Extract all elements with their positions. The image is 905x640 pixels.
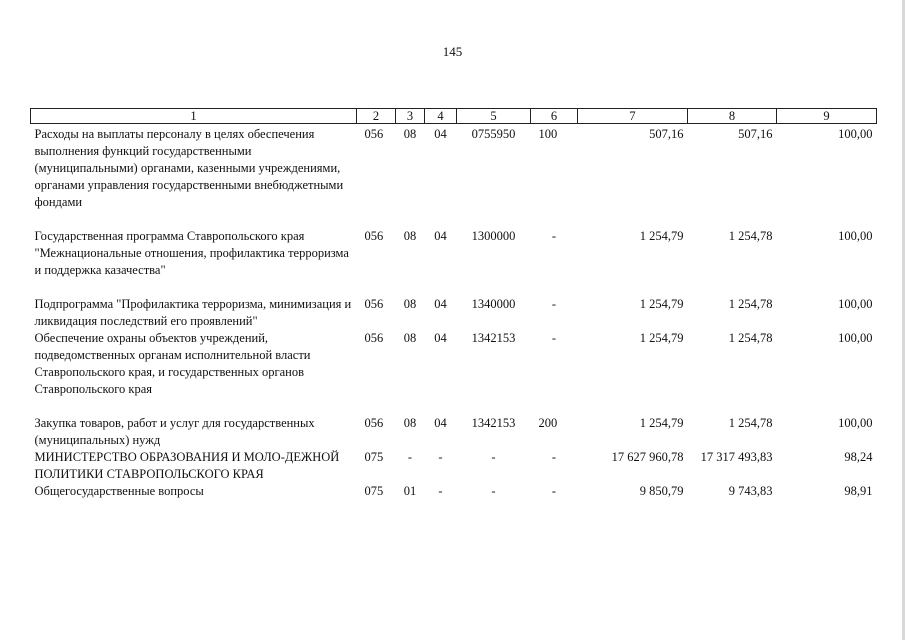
row-description: МИНИСТЕРСТВО ОБРАЗОВАНИЯ И МОЛО-ДЕЖНОЙ ПОЛИТИКИ СТАВРОПОЛЬСКОГО КРАЯ	[34, 450, 340, 481]
cell-planned: 1 254,79	[639, 229, 684, 243]
cell-subsection: -	[438, 450, 443, 464]
cell-planned: 9 850,79	[639, 484, 684, 498]
header-cell: 9	[777, 109, 877, 124]
cell-target-article: -	[491, 450, 496, 464]
budget-table	[30, 108, 877, 500]
cell-section: 08	[403, 229, 417, 243]
header-cell: 2	[357, 109, 396, 124]
cell-subsection: 04	[434, 297, 447, 311]
table-row	[31, 483, 877, 500]
table-row	[31, 228, 877, 296]
cell-ministry-code: 075	[364, 484, 384, 498]
cell-target-article: 1342153	[471, 416, 516, 430]
cell-subsection: -	[438, 484, 443, 498]
cell-target-article: 1340000	[471, 297, 516, 311]
cell-executed: 1 254,78	[728, 229, 773, 243]
cell-percent: 98,24	[844, 450, 873, 464]
cell-target-article: -	[491, 484, 496, 498]
header-cell: 5	[457, 109, 531, 124]
cell-expense-type: -	[551, 484, 557, 498]
cell-target-article: 1342153	[471, 331, 516, 345]
table-row	[31, 296, 877, 330]
cell-percent: 100,00	[838, 229, 873, 243]
cell-section: 08	[403, 331, 417, 345]
cell-ministry-code: 075	[364, 450, 384, 464]
cell-percent: 98,91	[844, 484, 873, 498]
cell-percent: 100,00	[838, 127, 873, 141]
table-row	[31, 415, 877, 449]
table-row	[31, 124, 877, 229]
header-cell: 6	[531, 109, 578, 124]
cell-section: 08	[403, 416, 417, 430]
cell-expense-type: -	[551, 450, 557, 464]
row-description: Подпрограмма "Профилактика терроризма, минимизация и ликвидация последствий его проявлений"	[34, 297, 352, 328]
table-row	[31, 449, 877, 483]
cell-expense-type: -	[551, 331, 557, 345]
cell-executed: 9 743,83	[728, 484, 773, 498]
cell-planned: 1 254,79	[639, 331, 684, 345]
row-description: Закупка товаров, работ и услуг для государственных (муниципальных) нужд	[34, 416, 315, 447]
cell-ministry-code: 056	[364, 416, 384, 430]
cell-planned: 1 254,79	[639, 297, 684, 311]
cell-target-article: 1300000	[471, 229, 516, 243]
cell-expense-type: 200	[538, 416, 558, 430]
cell-planned: 507,16	[649, 127, 684, 141]
cell-executed: 1 254,78	[728, 331, 773, 345]
cell-percent: 100,00	[838, 416, 873, 430]
cell-expense-type: -	[551, 297, 557, 311]
cell-expense-type: -	[551, 229, 557, 243]
table-row	[31, 330, 877, 415]
cell-subsection: 04	[434, 331, 447, 345]
cell-planned: 17 627 960,78	[611, 450, 684, 464]
cell-ministry-code: 056	[364, 229, 384, 243]
header-cell: 8	[688, 109, 777, 124]
page-number: 145	[442, 44, 463, 59]
row-description: Общегосударственные вопросы	[34, 484, 204, 498]
header-cell: 7	[578, 109, 688, 124]
cell-subsection: 04	[434, 416, 447, 430]
cell-subsection: 04	[434, 127, 447, 141]
header-cell: 1	[31, 109, 357, 124]
cell-ministry-code: 056	[364, 297, 384, 311]
cell-executed: 507,16	[738, 127, 773, 141]
cell-expense-type: 100	[538, 127, 558, 141]
cell-ministry-code: 056	[364, 127, 384, 141]
cell-section: -	[407, 450, 413, 464]
cell-executed: 1 254,78	[728, 416, 773, 430]
cell-executed: 17 317 493,83	[700, 450, 773, 464]
cell-percent: 100,00	[838, 331, 873, 345]
cell-subsection: 04	[434, 229, 447, 243]
cell-planned: 1 254,79	[639, 416, 684, 430]
cell-section: 08	[403, 127, 417, 141]
cell-ministry-code: 056	[364, 331, 384, 345]
cell-section: 01	[403, 484, 417, 498]
cell-target-article: 0755950	[471, 127, 516, 141]
header-cell: 3	[396, 109, 425, 124]
row-description: Государственная программа Ставропольского края "Межнациональные отношения, профилактика терроризма и поддержка казачества"	[34, 229, 349, 277]
header-row	[31, 109, 877, 124]
cell-executed: 1 254,78	[728, 297, 773, 311]
cell-section: 08	[403, 297, 417, 311]
cell-percent: 100,00	[838, 297, 873, 311]
row-description: Обеспечение охраны объектов учреждений, подведомственных органам исполнительной власти Ставропольского края, и государственных органов Ставропольского края	[34, 331, 311, 396]
header-cell: 4	[425, 109, 457, 124]
row-description: Расходы на выплаты персоналу в целях обеспечения выполнения функций государственными (муниципальными) органами, казенными учреждениями, органами управления государственными внебюджетными фондами	[34, 127, 344, 209]
